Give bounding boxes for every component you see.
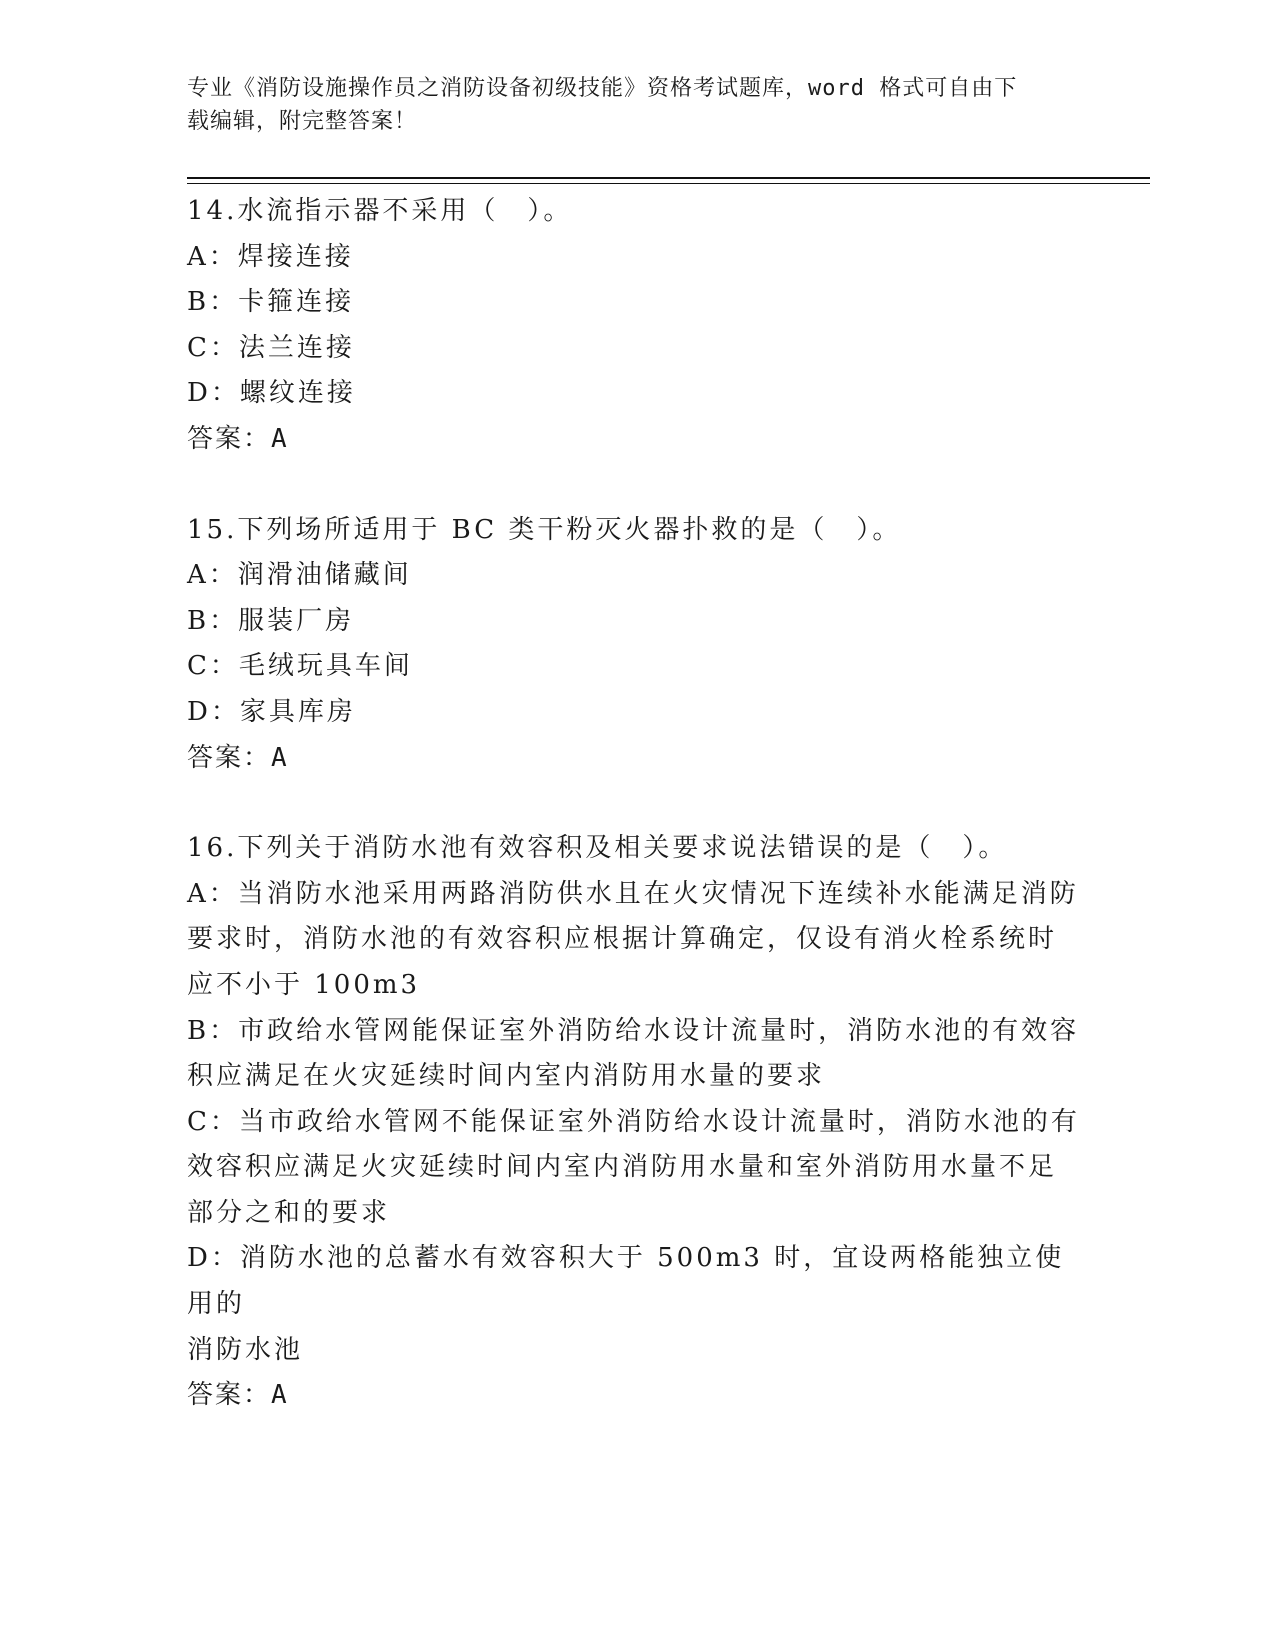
option-c: C：法兰连接: [187, 332, 355, 363]
option-a-line-3: 应不小于 100m3: [187, 969, 421, 1000]
option-c: C：毛绒玩具车间: [187, 651, 413, 682]
option-d: D：家具库房: [187, 696, 356, 727]
question-15: [187, 508, 1087, 782]
option-d-line-2: 消防水池: [187, 1334, 304, 1365]
option-c-line-2: 效容积应满足火灾延续时间内室内消防用水量和室外消防用水量不足: [187, 1152, 1058, 1183]
answer: 答案：A: [187, 742, 289, 773]
option-d-line-1: D：消防水池的总蓄水有效容积大于 500m3 时，宜设两格能独立使用的: [187, 1243, 1065, 1320]
option-b: B：卡箍连接: [187, 287, 355, 318]
header-rule-thick: [187, 177, 1150, 179]
header-line-1: 专业《消防设施操作员之消防设备初级技能》资格考试题库，word 格式可自由下: [187, 76, 1018, 101]
option-b-line-1: B：市政给水管网能保证室外消防给水设计流量时，消防水池的有效容: [187, 1015, 1080, 1046]
option-b: B：服装厂房: [187, 605, 355, 636]
question-stem: 15.下列场所适用于 BC 类干粉灭火器扑救的是（ ）。: [187, 514, 902, 545]
header-rule-thin: [187, 183, 1150, 184]
question-list: [187, 189, 1087, 1464]
answer: 答案：A: [187, 1380, 289, 1411]
option-a-line-2: 要求时，消防水池的有效容积应根据计算确定，仅设有消火栓系统时: [187, 924, 1058, 955]
document-header: [187, 72, 1067, 138]
option-c-line-3: 部分之和的要求: [187, 1197, 391, 1228]
answer: 答案：A: [187, 423, 289, 454]
option-a: A：焊接连接: [187, 241, 354, 272]
option-c-line-1: C：当市政给水管网不能保证室外消防给水设计流量时，消防水池的有: [187, 1106, 1080, 1137]
option-b-line-2: 积应满足在火灾延续时间内室内消防用水量的要求: [187, 1061, 826, 1092]
header-line-2: 载编辑，附完整答案！: [187, 109, 418, 134]
question-16: [187, 826, 1087, 1419]
question-14: [187, 189, 1087, 463]
option-a-line-1: A：当消防水池采用两路消防供水且在火灾情况下连续补水能满足消防: [187, 878, 1079, 909]
question-stem: 14.水流指示器不采用（ ）。: [187, 196, 573, 226]
option-a: A：润滑油储藏间: [187, 560, 412, 591]
option-d: D：螺纹连接: [187, 378, 356, 409]
question-stem: 16.下列关于消防水池有效容积及相关要求说法错误的是（ ）。: [187, 833, 1008, 864]
